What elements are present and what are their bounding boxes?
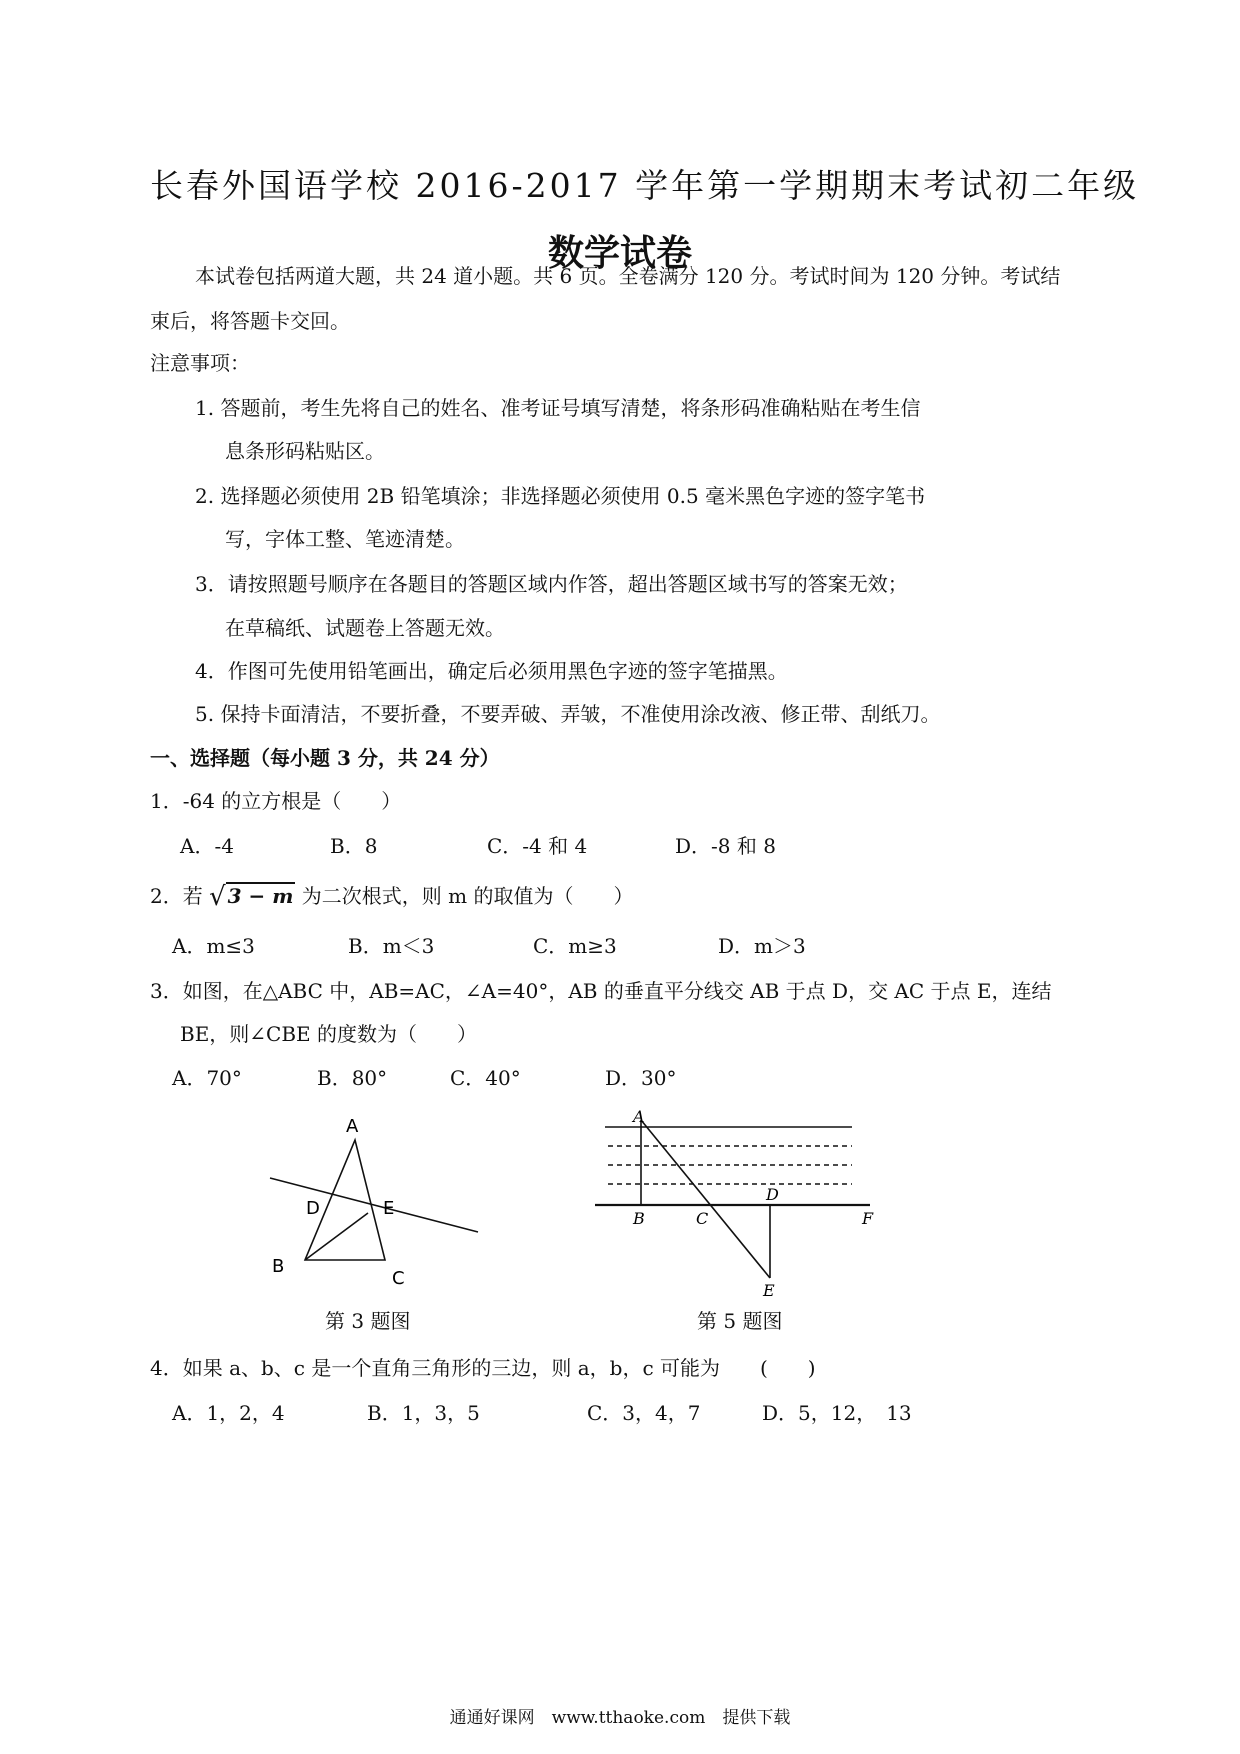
- point-label-c: C: [696, 1209, 709, 1228]
- question-1-option-b: B．8: [330, 834, 378, 858]
- question-3-stem-line-2: BE，则∠CBE 的度数为（ ）: [180, 1022, 478, 1046]
- figure-3-triangle-diagram: [240, 1110, 500, 1310]
- question-3-option-b: B．80°: [317, 1066, 388, 1090]
- question-1-option-a: A．-4: [180, 834, 234, 858]
- question-4-option-b: B．1，3，5: [367, 1401, 480, 1425]
- page-footer: 通通好课网 www.tthaoke.com 提供下载: [449, 1708, 791, 1728]
- intro-line-1: 本试卷包括两道大题，共 24 道小题。共 6 页。全卷满分 120 分。考试时间为 120 分钟。考试结: [195, 264, 1061, 288]
- point-label-e: E: [383, 1198, 395, 1219]
- radicand: 3 − m: [227, 884, 294, 908]
- notice-item: 在草稿纸、试题卷上答题无效。: [225, 616, 505, 640]
- notice-item: 1. 答题前，考生先将自己的姓名、准考证号填写清楚，将条形码准确粘贴在考生信: [195, 396, 921, 420]
- square-root-expression: [209, 882, 295, 912]
- question-2-option-c: C．m≥3: [533, 934, 617, 958]
- question-1-option-d: D．-8 和 8: [675, 834, 776, 858]
- question-1-option-c: C．-4 和 4: [487, 834, 588, 858]
- point-label-a: A: [633, 1110, 645, 1126]
- question-4-option-d: D．5，12， 13: [762, 1401, 912, 1425]
- notice-heading: 注意事项：: [150, 351, 250, 375]
- notice-item: 5. 保持卡面清洁，不要折叠，不要弄破、弄皱，不准使用涂改液、修正带、刮纸刀。: [195, 702, 941, 726]
- intro-line-2: 束后，将答题卡交回。: [150, 309, 350, 333]
- question-2-prefix: 2．若: [150, 884, 203, 908]
- figure-5-caption: 第 5 题图: [697, 1309, 783, 1333]
- notice-item: 3．请按照题号顺序在各题目的答题区域内作答，超出答题区域书写的答案无效；: [195, 572, 908, 596]
- notice-item: 4．作图可先使用铅笔画出，确定后必须用黑色字迹的签字笔描黑。: [195, 659, 788, 683]
- question-2-option-d: D．m＞3: [718, 934, 806, 958]
- radical-sign-icon: √: [209, 882, 226, 912]
- question-3-option-c: C．40°: [450, 1066, 521, 1090]
- point-label-c: C: [392, 1268, 405, 1289]
- question-2-stem: [150, 880, 633, 912]
- question-1-stem: 1．-64 的立方根是（ ）: [150, 789, 402, 813]
- question-2-option-a: A．m≤3: [172, 934, 255, 958]
- point-label-e: E: [763, 1281, 775, 1300]
- notice-item: 息条形码粘贴区。: [225, 439, 385, 463]
- exam-title: 长春外国语学校 2016-2017 学年第一学期期末考试初二年级: [150, 166, 1140, 205]
- section-heading: 一、选择题（每小题 3 分，共 24 分）: [150, 746, 500, 770]
- point-label-d: D: [766, 1185, 779, 1204]
- notice-item: 2. 选择题必须使用 2B 铅笔填涂；非选择题必须使用 0.5 毫米黑色字迹的签字笔书: [195, 484, 926, 508]
- question-3-stem-line-1: 3．如图，在△ABC 中，AB=AC，∠A=40°，AB 的垂直平分线交 AB 于点 D，交 AC 于点 E，连结: [150, 979, 1052, 1003]
- perpendicular-bisector-line: [270, 1178, 478, 1232]
- question-2-option-b: B．m＜3: [348, 934, 435, 958]
- question-4-option-c: C．3，4，7: [587, 1401, 701, 1425]
- question-3-option-d: D．30°: [605, 1066, 677, 1090]
- figure-3-caption: 第 3 题图: [325, 1309, 411, 1333]
- point-label-d: D: [306, 1198, 320, 1219]
- segment-ae: [641, 1120, 770, 1278]
- question-4-stem: 4．如果 a、b、c 是一个直角三角形的三边，则 a，b，c 可能为 ( ): [150, 1356, 816, 1380]
- exam-subject-title: 数学试卷: [547, 233, 692, 274]
- point-label-a: A: [346, 1116, 359, 1137]
- question-4-option-a: A．1，2，4: [172, 1401, 285, 1425]
- notice-item: 写，字体工整、笔迹清楚。: [225, 527, 465, 551]
- point-label-b: B: [272, 1256, 285, 1277]
- point-label-f: F: [862, 1209, 874, 1228]
- point-label-b: B: [633, 1209, 645, 1228]
- figure-5-ladder-diagram: [590, 1110, 900, 1300]
- question-2-suffix: 为二次根式，则 m 的取值为（ ）: [301, 884, 634, 908]
- question-3-option-a: A．70°: [172, 1066, 242, 1090]
